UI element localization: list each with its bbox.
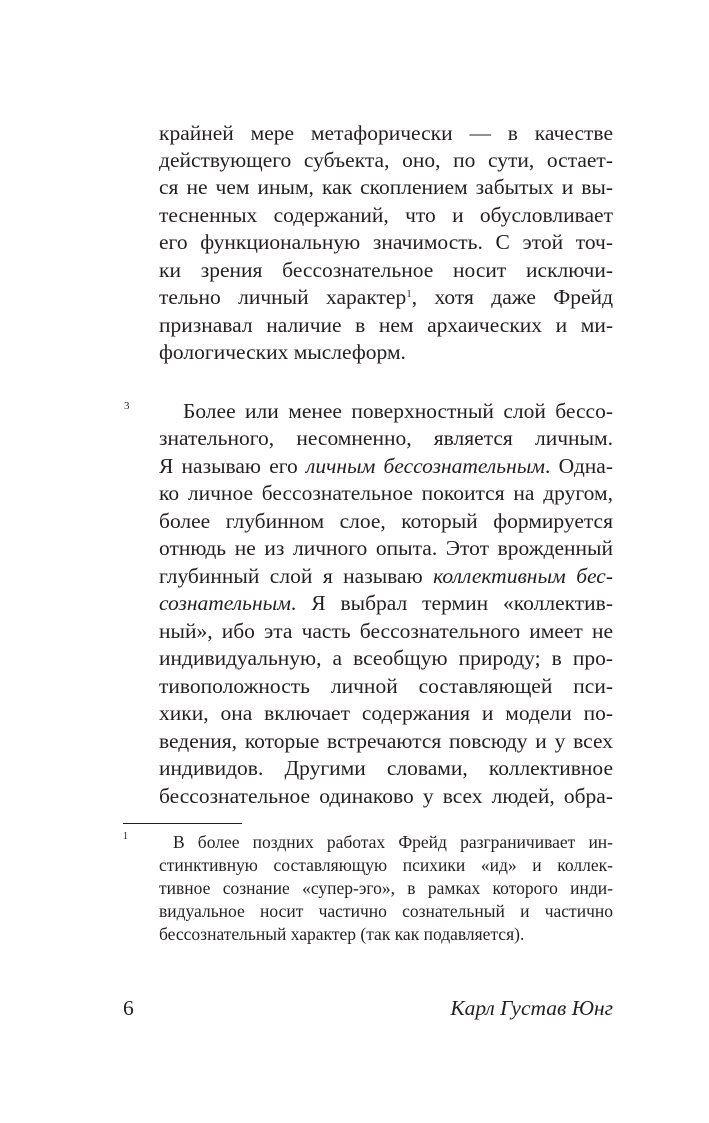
body-line: ведения, которые встречаются повсюду и у всех (159, 729, 613, 753)
italic-term: личным бессознательным (305, 454, 546, 478)
body-line (159, 563, 613, 589)
body-text: Я называю его (159, 454, 306, 478)
body-line: тесненных содержаний, что и обусловливает (159, 203, 613, 227)
body-line: индивидуальную, а всеобщую природу; в про- (159, 646, 613, 670)
body-text: . Я выбрал термин «коллектив- (290, 591, 613, 615)
body-line: фологических мыслеформ. (159, 340, 406, 364)
running-footer-author: Карл Густав Юнг (450, 996, 613, 1020)
body-text: глубинный слой я называю (159, 564, 434, 588)
body-text: , хотя даже Фрейд (411, 285, 614, 309)
body-line: индивидов. Другими словами, коллективное (159, 756, 613, 780)
body-line: крайней мере метафорически — в качестве (159, 121, 613, 145)
body-line: хики, она включает содержания и модели по- (159, 701, 613, 725)
body-line (159, 590, 613, 616)
body-line (159, 284, 613, 310)
body-line: признавал наличие в нем архаических и ми- (159, 313, 613, 337)
page-number: 6 (123, 996, 134, 1020)
body-line: ный», ибо эта часть бессознательного имеет не (159, 619, 613, 643)
paragraph-number: 3 (124, 400, 130, 412)
body-line: знательного, несомненно, является личным. (159, 426, 613, 450)
footnote-line: видуальное носит частично сознательный и частично (159, 901, 613, 921)
footnote-reference[interactable]: 1 (406, 288, 412, 300)
footnote-line: стинктивную составляющую психики «ид» и коллек- (159, 855, 613, 875)
body-line: тивоположность личной составляющей пси- (159, 674, 613, 698)
body-line: Более или менее поверхностный слой бессо- (183, 399, 613, 423)
body-line: бессознательное одинаково у всех людей, обра- (159, 784, 613, 808)
italic-term: коллективным бес- (433, 564, 613, 588)
footnote-line: бессознательный характер (так как подавляется). (159, 924, 525, 944)
footnote-line: В более поздних работах Фрейд разграничивает ин- (173, 832, 613, 852)
body-line: ко личное бессознательное покоится на другом, (159, 481, 613, 505)
body-line: его функциональную значимость. С этой точ- (159, 230, 613, 254)
footnote-divider (123, 823, 242, 824)
body-line: более глубинном слое, который формируется (159, 509, 613, 533)
italic-term: сознательным (159, 591, 291, 615)
footnote-line: тивное сознание «супер-эго», в рамках которого инди- (159, 878, 613, 898)
body-text: тельно личный характер (159, 285, 407, 309)
body-line: действующего субъекта, оно, по сути, остает- (159, 148, 613, 172)
body-line (159, 453, 613, 479)
body-line: ки зрения бессознательное носит исключи- (159, 258, 613, 282)
body-text: . Одна- (545, 454, 613, 478)
body-line: отнюдь не из личного опыта. Этот врожденный (159, 536, 613, 560)
footnote-marker: 1 (123, 831, 128, 842)
body-line: ся не чем иным, как скоплением забытых и вы- (159, 175, 613, 199)
